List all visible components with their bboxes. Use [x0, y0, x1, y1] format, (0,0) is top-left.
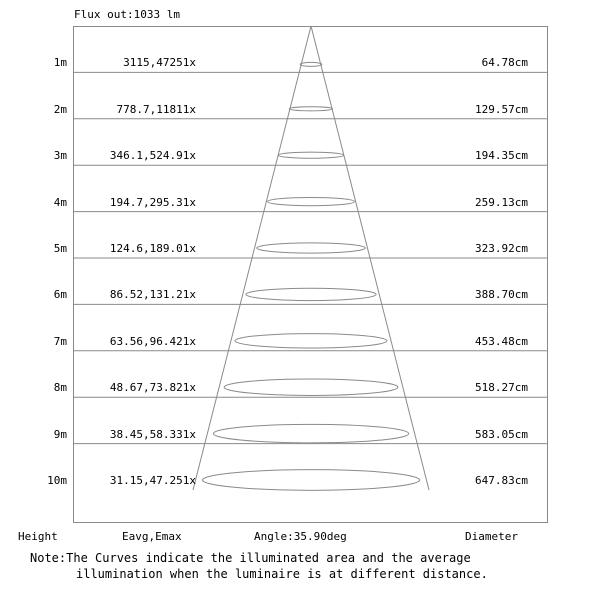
note-line-2: illumination when the luminaire is at different distance. — [76, 567, 488, 581]
row-diameter-label: 194.35cm — [475, 149, 528, 163]
row-diameter-label: 323.92cm — [475, 242, 528, 255]
row-height-label: 1m — [53, 56, 67, 70]
row-diameter-label: 259.13cm — [475, 195, 528, 209]
footer-angle-label: Angle:35.90deg — [254, 530, 347, 543]
row-diameter-label: 583.05cm — [475, 427, 528, 441]
row-illuminance-label: 194.7,295.31x — [109, 195, 196, 209]
row-diameter-label: 453.48cm — [475, 334, 528, 348]
row-height-label: 6m — [53, 288, 67, 302]
row-height-label: 8m — [53, 381, 67, 395]
illumination-ellipse — [257, 243, 366, 253]
footer-eavg-label: Eavg,Emax — [122, 530, 182, 543]
row-height-label: 7m — [53, 334, 67, 348]
row-height-label: 5m — [53, 242, 67, 255]
illumination-ellipse — [278, 152, 343, 158]
row-illuminance-label: 86.52,131.21x — [109, 288, 196, 302]
illumination-ellipse — [246, 288, 376, 300]
flux-label: Flux out:1033 lm — [74, 8, 180, 21]
note-line-1: Note:The Curves indicate the illuminated area and the average — [30, 551, 471, 565]
row-height-label: 2m — [53, 102, 67, 116]
illumination-ellipse — [224, 379, 398, 396]
row-height-label: 4m — [53, 195, 67, 209]
row-illuminance-label: 48.67,73.821x — [109, 381, 196, 395]
illumination-ellipse — [289, 107, 332, 111]
footer-diameter-label: Diameter — [465, 530, 518, 543]
illumination-ellipse — [213, 424, 408, 443]
row-height-label: 10m — [47, 474, 67, 487]
row-illuminance-label: 124.6,189.01x — [109, 242, 196, 255]
row-diameter-label: 647.83cm — [475, 474, 528, 487]
illumination-ellipse — [268, 197, 355, 205]
row-diameter-label: 129.57cm — [475, 102, 528, 116]
row-illuminance-label: 31.15,47.251x — [109, 474, 196, 487]
row-diameter-label: 64.78cm — [481, 56, 528, 70]
row-illuminance-label: 778.7,11811x — [116, 102, 196, 116]
illumination-ellipse — [300, 62, 322, 66]
row-illuminance-label: 3115,47251x — [123, 56, 196, 70]
illumination-ellipse — [235, 334, 387, 348]
footer-height-label: Height — [18, 530, 58, 543]
illumination-ellipse — [202, 470, 419, 491]
row-diameter-label: 388.70cm — [475, 288, 528, 302]
row-height-label: 9m — [53, 427, 67, 441]
row-height-label: 3m — [53, 149, 67, 163]
row-diameter-label: 518.27cm — [475, 381, 528, 395]
row-illuminance-label: 63.56,96.421x — [109, 334, 196, 348]
row-illuminance-label: 38.45,58.331x — [109, 427, 196, 441]
row-illuminance-label: 346.1,524.91x — [109, 149, 196, 163]
